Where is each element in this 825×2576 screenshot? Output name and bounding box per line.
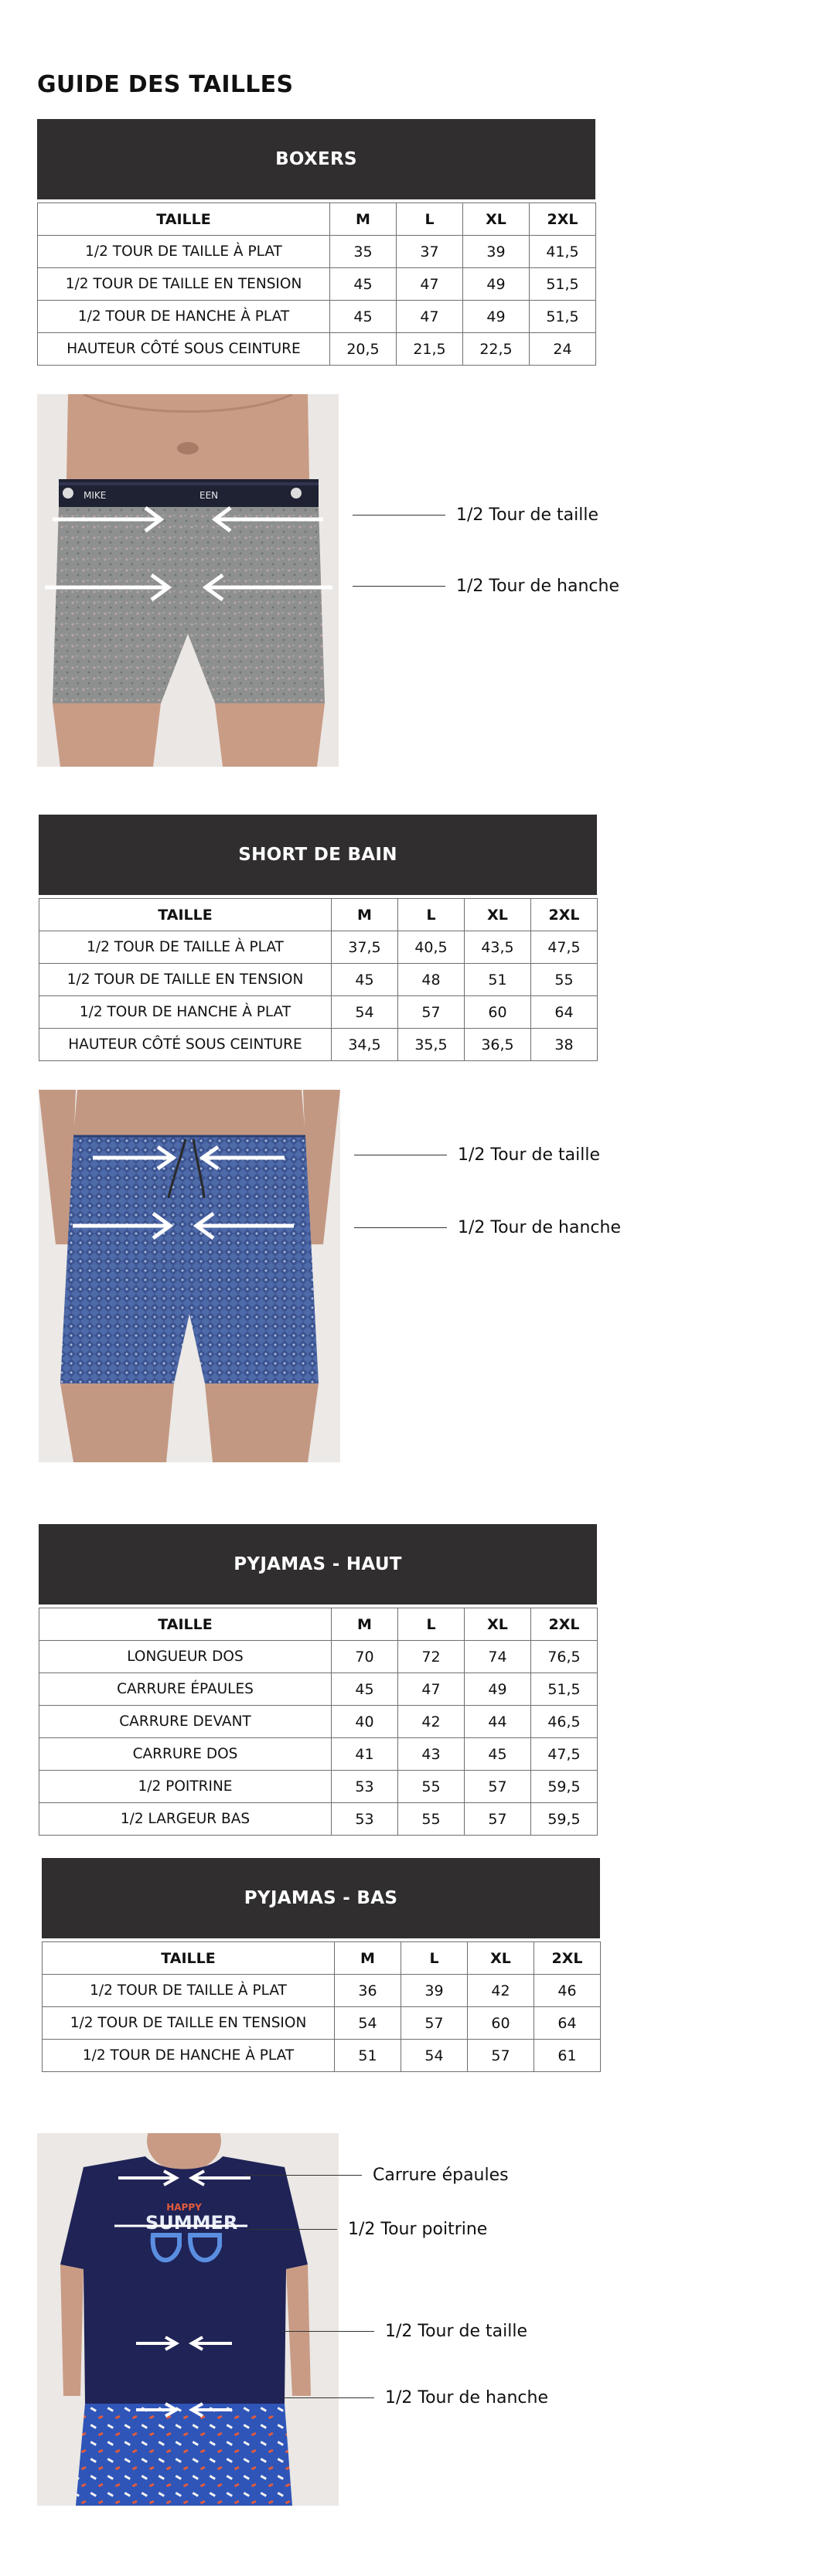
table-row xyxy=(39,1706,598,1738)
measurement-label: 1/2 TOUR DE TAILLE EN TENSION xyxy=(39,964,332,996)
pyjama-bottom-table-title: PYJAMAS - BAS xyxy=(42,1858,600,1938)
measurement-value: 47 xyxy=(397,301,463,333)
size-column-header: TAILLE xyxy=(39,899,332,931)
measurement-value: 35 xyxy=(330,236,397,268)
measurement-value: 39 xyxy=(401,1975,468,2007)
measurement-value: 41 xyxy=(332,1738,398,1771)
short-table-title: SHORT DE BAIN xyxy=(39,815,597,895)
pyjama-waist-label: 1/2 Tour de taille xyxy=(385,2322,528,2341)
short-size-table xyxy=(39,898,598,1061)
size-header-row xyxy=(38,203,596,236)
measurement-value: 51,5 xyxy=(531,1673,598,1706)
boxers-waist-label: 1/2 Tour de taille xyxy=(456,505,599,525)
measurement-label: 1/2 TOUR DE HANCHE À PLAT xyxy=(38,301,330,333)
measurement-value: 55 xyxy=(531,964,598,996)
measurement-value: 74 xyxy=(465,1641,531,1673)
measurement-value: 49 xyxy=(463,301,530,333)
measurement-value: 51,5 xyxy=(530,301,596,333)
measurement-value: 24 xyxy=(530,333,596,366)
measurement-value: 60 xyxy=(465,996,531,1029)
measurement-value: 45 xyxy=(465,1738,531,1771)
tshirt-print-summer: SUMMER xyxy=(145,2212,238,2234)
boxers-waist-callout xyxy=(353,505,598,525)
pyjama-hip-label: 1/2 Tour de hanche xyxy=(385,2388,548,2408)
boxers-hip-callout xyxy=(353,577,619,596)
measurement-value: 47 xyxy=(398,1673,465,1706)
short-waist-label: 1/2 Tour de taille xyxy=(458,1145,601,1165)
measurement-value: 64 xyxy=(534,2007,601,2040)
size-xl-header: XL xyxy=(465,1608,531,1641)
pyjama-photo xyxy=(37,2133,339,2506)
measurement-value: 57 xyxy=(468,2040,534,2072)
measurement-value: 45 xyxy=(330,301,397,333)
measurement-value: 72 xyxy=(398,1641,465,1673)
table-row xyxy=(39,1738,598,1771)
measurement-label: 1/2 TOUR DE TAILLE À PLAT xyxy=(39,931,332,964)
measurement-label: CARRURE DOS xyxy=(39,1738,332,1771)
measurement-value: 37,5 xyxy=(332,931,398,964)
measurement-value: 42 xyxy=(468,1975,534,2007)
measurement-value: 60 xyxy=(468,2007,534,2040)
size-m-header: M xyxy=(330,203,397,236)
measurement-value: 51 xyxy=(335,2040,401,2072)
measurement-value: 61 xyxy=(534,2040,601,2072)
measurement-value: 41,5 xyxy=(530,236,596,268)
measurement-value: 57 xyxy=(398,996,465,1029)
measurement-value: 55 xyxy=(398,1771,465,1803)
pyjama-shoulders-callout xyxy=(246,2166,509,2185)
measurement-value: 20,5 xyxy=(330,333,397,366)
measurement-label: CARRURE ÉPAULES xyxy=(39,1673,332,1706)
measurement-value: 45 xyxy=(332,964,398,996)
size-l-header: L xyxy=(397,203,463,236)
measurement-label: 1/2 LARGEUR BAS xyxy=(39,1803,332,1836)
measurement-value: 47,5 xyxy=(531,931,598,964)
boxers-size-table xyxy=(37,202,596,366)
pyjama-chest-label: 1/2 Tour poitrine xyxy=(348,2220,488,2239)
table-row xyxy=(39,996,598,1029)
size-l-header: L xyxy=(398,1608,465,1641)
measurement-label: 1/2 TOUR DE TAILLE EN TENSION xyxy=(38,268,330,301)
size-m-header: M xyxy=(335,1942,401,1975)
measurement-value: 49 xyxy=(463,268,530,301)
measurement-value: 45 xyxy=(330,268,397,301)
measurement-value: 48 xyxy=(398,964,465,996)
measurement-value: 59,5 xyxy=(531,1771,598,1803)
pyjama-chest-callout xyxy=(247,2220,487,2239)
measurement-value: 54 xyxy=(335,2007,401,2040)
measurement-value: 36 xyxy=(335,1975,401,2007)
measurement-label: 1/2 POITRINE xyxy=(39,1771,332,1803)
size-xl-header: XL xyxy=(463,203,530,236)
size-2xl-header: 2XL xyxy=(530,203,596,236)
table-row xyxy=(43,2040,601,2072)
measurement-value: 51 xyxy=(465,964,531,996)
table-row xyxy=(38,236,596,268)
short-photo xyxy=(39,1090,340,1462)
measurement-label: 1/2 TOUR DE TAILLE À PLAT xyxy=(43,1975,335,2007)
size-column-header: TAILLE xyxy=(43,1942,335,1975)
pyjama-bottom-size-table xyxy=(42,1941,601,2072)
pyjama-hip-callout xyxy=(281,2388,548,2408)
measurement-value: 47,5 xyxy=(531,1738,598,1771)
measurement-value: 59,5 xyxy=(531,1803,598,1836)
measurement-value: 49 xyxy=(465,1673,531,1706)
measurement-label: 1/2 TOUR DE TAILLE À PLAT xyxy=(38,236,330,268)
boxers-size-block xyxy=(37,119,595,366)
table-row xyxy=(39,1673,598,1706)
measurement-value: 42 xyxy=(398,1706,465,1738)
tshirt-print-happy: HAPPY xyxy=(166,2202,202,2213)
measurement-label: HAUTEUR CÔTÉ SOUS CEINTURE xyxy=(39,1029,332,1061)
pyjama-model-illustration xyxy=(37,2133,339,2506)
measurement-value: 45 xyxy=(332,1673,398,1706)
measurement-value: 54 xyxy=(332,996,398,1029)
measurement-value: 57 xyxy=(465,1771,531,1803)
measurement-value: 44 xyxy=(465,1706,531,1738)
measurement-value: 21,5 xyxy=(397,333,463,366)
measurement-value: 64 xyxy=(531,996,598,1029)
short-model-illustration xyxy=(39,1090,340,1462)
measurement-label: LONGUEUR DOS xyxy=(39,1641,332,1673)
pyjama-bottom-size-block xyxy=(42,1858,600,2072)
table-row xyxy=(43,1975,601,2007)
table-row xyxy=(39,1771,598,1803)
pyjama-shoulders-label: Carrure épaules xyxy=(373,2166,509,2185)
page-title: GUIDE DES TAILLES xyxy=(37,71,294,98)
measurement-value: 55 xyxy=(398,1803,465,1836)
measurement-value: 46 xyxy=(534,1975,601,2007)
svg-text:MIKE: MIKE xyxy=(84,490,107,501)
measurement-value: 43 xyxy=(398,1738,465,1771)
table-row xyxy=(39,931,598,964)
measurement-value: 53 xyxy=(332,1803,398,1836)
measurement-value: 36,5 xyxy=(465,1029,531,1061)
size-l-header: L xyxy=(398,899,465,931)
size-column-header: TAILLE xyxy=(39,1608,332,1641)
pyjama-waist-callout xyxy=(281,2322,527,2341)
size-2xl-header: 2XL xyxy=(531,899,598,931)
short-hip-label: 1/2 Tour de hanche xyxy=(458,1218,621,1237)
table-row xyxy=(39,1029,598,1061)
size-column-header: TAILLE xyxy=(38,203,330,236)
measurement-label: 1/2 TOUR DE HANCHE À PLAT xyxy=(39,996,332,1029)
size-header-row xyxy=(43,1942,601,1975)
measurement-value: 51,5 xyxy=(530,268,596,301)
table-row xyxy=(38,268,596,301)
measurement-value: 54 xyxy=(401,2040,468,2072)
table-row xyxy=(39,1803,598,1836)
measurement-value: 70 xyxy=(332,1641,398,1673)
short-size-block xyxy=(39,815,597,1061)
measurement-label: CARRURE DEVANT xyxy=(39,1706,332,1738)
table-row xyxy=(38,333,596,366)
size-header-row xyxy=(39,1608,598,1641)
measurement-label: 1/2 TOUR DE HANCHE À PLAT xyxy=(43,2040,335,2072)
table-row xyxy=(38,301,596,333)
measurement-value: 34,5 xyxy=(332,1029,398,1061)
short-waist-callout xyxy=(354,1145,600,1165)
table-row xyxy=(43,2007,601,2040)
boxers-model-illustration xyxy=(37,394,339,767)
size-2xl-header: 2XL xyxy=(531,1608,598,1641)
short-hip-callout xyxy=(354,1218,621,1237)
size-header-row xyxy=(39,899,598,931)
measurement-value: 22,5 xyxy=(463,333,530,366)
boxers-table-title: BOXERS xyxy=(37,119,595,199)
measurement-value: 76,5 xyxy=(531,1641,598,1673)
measurement-value: 40 xyxy=(332,1706,398,1738)
measurement-value: 35,5 xyxy=(398,1029,465,1061)
size-xl-header: XL xyxy=(468,1942,534,1975)
measurement-value: 47 xyxy=(397,268,463,301)
size-l-header: L xyxy=(401,1942,468,1975)
measurement-value: 38 xyxy=(531,1029,598,1061)
pyjama-top-size-block xyxy=(39,1524,597,1836)
measurement-value: 57 xyxy=(401,2007,468,2040)
size-m-header: M xyxy=(332,899,398,931)
measurement-value: 40,5 xyxy=(398,931,465,964)
svg-text:EEN: EEN xyxy=(199,490,219,501)
table-row xyxy=(39,1641,598,1673)
measurement-label: 1/2 TOUR DE TAILLE EN TENSION xyxy=(43,2007,335,2040)
measurement-value: 37 xyxy=(397,236,463,268)
measurement-value: 53 xyxy=(332,1771,398,1803)
size-m-header: M xyxy=(332,1608,398,1641)
size-xl-header: XL xyxy=(465,899,531,931)
boxers-hip-label: 1/2 Tour de hanche xyxy=(456,577,619,596)
measurement-value: 46,5 xyxy=(531,1706,598,1738)
pyjama-top-size-table xyxy=(39,1608,598,1836)
measurement-value: 43,5 xyxy=(465,931,531,964)
table-row xyxy=(39,964,598,996)
measurement-value: 57 xyxy=(465,1803,531,1836)
measurement-value: 39 xyxy=(463,236,530,268)
size-2xl-header: 2XL xyxy=(534,1942,601,1975)
measurement-label: HAUTEUR CÔTÉ SOUS CEINTURE xyxy=(38,333,330,366)
pyjama-top-table-title: PYJAMAS - HAUT xyxy=(39,1524,597,1604)
boxers-photo xyxy=(37,394,339,767)
